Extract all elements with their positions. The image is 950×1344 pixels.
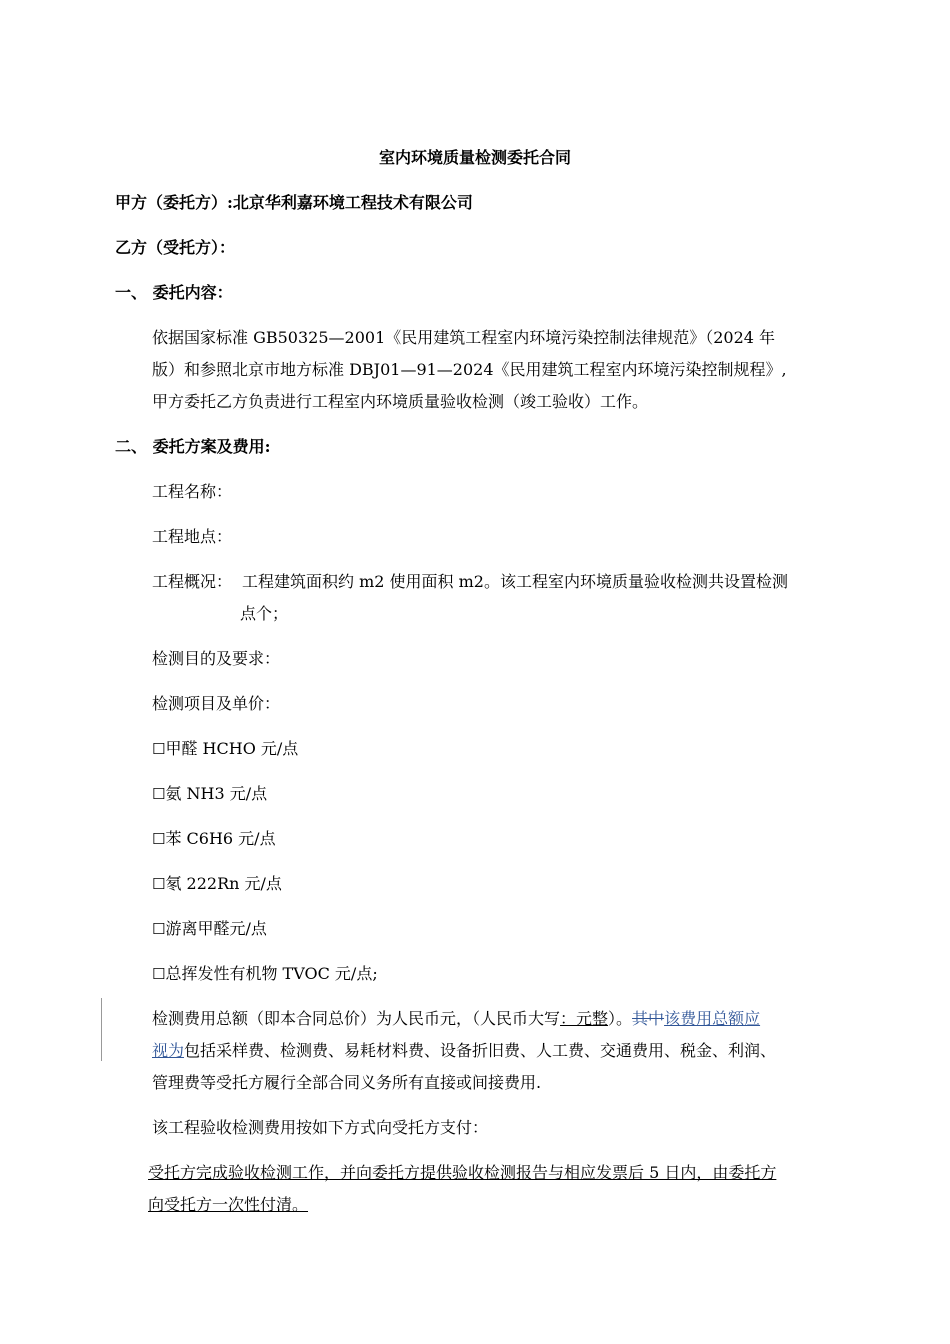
item-label: 氨 NH3 元/点	[165, 784, 268, 803]
fee-text: 检测费用总额（即本合同总价）为人民币元，（人民币大写	[152, 1009, 561, 1028]
section-1-line-2: 版）和参照北京市地方标准 DBJ01—91—2024《民用建筑工程室内环境污染控制规程》,	[152, 360, 787, 379]
items-label: 检测项目及单价：	[152, 694, 281, 713]
item-label: 甲醛 HCHO 元/点	[165, 739, 299, 758]
document-title: 室内环境质量检测委托合同	[378, 148, 571, 167]
section-1-line-1: 依据国家标准 GB50325—2001《民用建筑工程室内环境污染控制法律规范》（2024 年	[152, 328, 776, 347]
list-item	[152, 738, 298, 760]
checkbox-icon: ☐	[152, 830, 166, 848]
payment-terms-line-1: 受托方完成验收检测工作，并向委托方提供验收检测报告与相应发票后 5 日内，由委托方	[148, 1163, 777, 1182]
payment-terms-line-2: 向受托方一次性付清。	[148, 1195, 309, 1214]
item-label: 总挥发性有机物 TVOC 元/点;	[165, 964, 378, 983]
section-2-heading: 二、 委托方案及费用:	[115, 437, 271, 456]
party-a: 甲方（委托方）:北京华利嘉环境工程技术有限公司	[115, 193, 473, 212]
item-label: 氡 222Rn 元/点	[165, 874, 282, 893]
list-item	[152, 828, 276, 850]
fee-text: 包括采样费、检测费、易耗材料费、设备折旧费、人工费、交通费用、税金、利润、	[184, 1041, 777, 1060]
project-overview-line-1: 工程建筑面积约 m2 使用面积 m2。该工程室内环境质量验收检测共设置检测	[242, 572, 788, 591]
revision-change-bar	[101, 998, 102, 1061]
project-name-label: 工程名称：	[152, 482, 233, 501]
checkbox-icon: ☐	[152, 740, 166, 758]
fee-line-3: 管理费等受托方履行全部合同义务所有直接或间接费用.	[152, 1073, 542, 1092]
payment-intro: 该工程验收检测费用按如下方式向受托方支付：	[152, 1118, 489, 1137]
inserted-text: 视为	[152, 1041, 185, 1060]
section-1-heading: 一、 委托内容：	[115, 283, 233, 302]
fee-text-end: ）。	[608, 1009, 633, 1028]
item-label: 苯 C6H6 元/点	[165, 829, 276, 848]
list-item	[152, 918, 267, 940]
section-1-line-3: 甲方委托乙方负责进行工程室内环境质量验收检测（竣工验收）工作。	[152, 392, 649, 411]
project-location-label: 工程地点：	[152, 527, 233, 546]
fee-amount-words: ：元整	[560, 1009, 609, 1028]
list-item	[152, 783, 267, 805]
project-overview-label: 工程概况：	[152, 572, 233, 591]
checkbox-icon: ☐	[152, 920, 166, 938]
item-label: 游离甲醛元/点	[165, 919, 267, 938]
checkbox-icon: ☐	[152, 785, 166, 803]
inserted-text: 该费用总额应	[664, 1009, 761, 1028]
list-item	[152, 963, 378, 985]
party-b: 乙方（受托方）：	[115, 238, 236, 257]
project-overview-line-2: 点个；	[240, 604, 289, 623]
list-item	[152, 873, 282, 895]
fee-line-1	[152, 1008, 760, 1030]
deleted-text: 其中	[632, 1009, 665, 1028]
fee-line-2	[152, 1040, 776, 1062]
checkbox-icon: ☐	[152, 965, 166, 983]
checkbox-icon: ☐	[152, 875, 166, 893]
purpose-label: 检测目的及要求：	[152, 649, 281, 668]
